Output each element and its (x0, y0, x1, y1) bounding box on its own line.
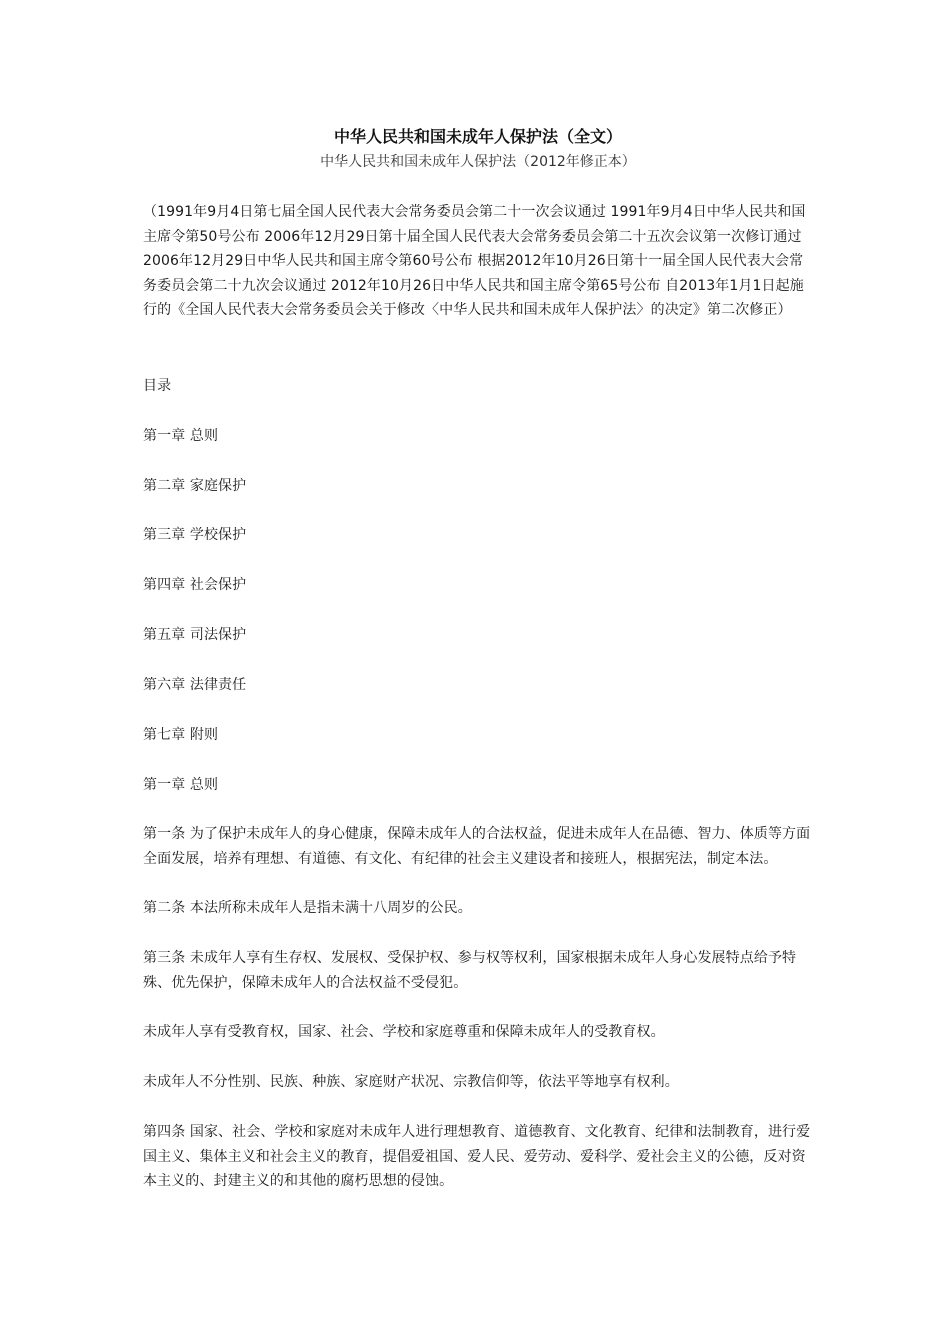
document-subtitle: 中华人民共和国未成年人保护法（2012年修正本） (320, 154, 636, 170)
toc-item-chapter-7: 第七章 附则 (143, 727, 219, 743)
toc-item-chapter-2: 第二章 家庭保护 (143, 478, 247, 494)
toc-item-chapter-3: 第三章 学校保护 (143, 527, 247, 543)
toc-item-chapter-4: 第四章 社会保护 (143, 577, 247, 593)
article-3-paragraph-2: 未成年人享有受教育权，国家、社会、学校和家庭尊重和保障未成年人的受教育权。 (143, 1024, 665, 1040)
article-1: 第一条 为了保护未成年人的身心健康，保障未成年人的合法权益，促进未成年人在品德、智力、体质等方面全面发展，培养有理想、有道德、有文化、有纪律的社会主义建设者和接班人，根据宪法，制定本法。 (143, 826, 811, 867)
toc-heading: 目录 (143, 378, 172, 394)
toc-item-chapter-6: 第六章 法律责任 (143, 677, 247, 693)
document-title: 中华人民共和国未成年人保护法（全文） (333, 127, 622, 146)
preamble-paragraph: （1991年9月4日第七届全国人民代表大会常务委员会第二十一次会议通过 1991年9月4日中华人民共和国主席令第50号公布 2006年12月29日第十届全国人民代表大会常务委员会第二十五次会议第一次修订通过 2006年12月29日中华人民共和国主席令第60号公布 根据2012年10月26日第十一届全国人民代表大会常务委员会第二十九次会议通过 2012年10月26日中华人民共和国主席令第65号公布 自2013年1月1日起施行的《全国人民代表大会常务委员会关于修改〈中华人民共和国未成年人保护法〉的决定》第二次修正） (143, 204, 806, 318)
toc-item-chapter-1: 第一章 总则 (143, 428, 219, 444)
article-2: 第二条 本法所称未成年人是指未满十八周岁的公民。 (143, 900, 472, 916)
chapter-1-heading: 第一章 总则 (143, 777, 219, 793)
article-3-paragraph-3: 未成年人不分性别、民族、种族、家庭财产状况、宗教信仰等，依法平等地享有权利。 (143, 1074, 679, 1090)
toc-item-chapter-5: 第五章 司法保护 (143, 627, 247, 643)
article-3: 第三条 未成年人享有生存权、发展权、受保护权、参与权等权利，国家根据未成年人身心发展特点给予特殊、优先保护，保障未成年人的合法权益不受侵犯。 (143, 950, 797, 991)
article-4: 第四条 国家、社会、学校和家庭对未成年人进行理想教育、道德教育、文化教育、纪律和法制教育，进行爱国主义、集体主义和社会主义的教育，提倡爱祖国、爱人民、爱劳动、爱科学、爱社会主义的公德，反对资本主义的、封建主义的和其他的腐朽思想的侵蚀。 (143, 1124, 811, 1189)
